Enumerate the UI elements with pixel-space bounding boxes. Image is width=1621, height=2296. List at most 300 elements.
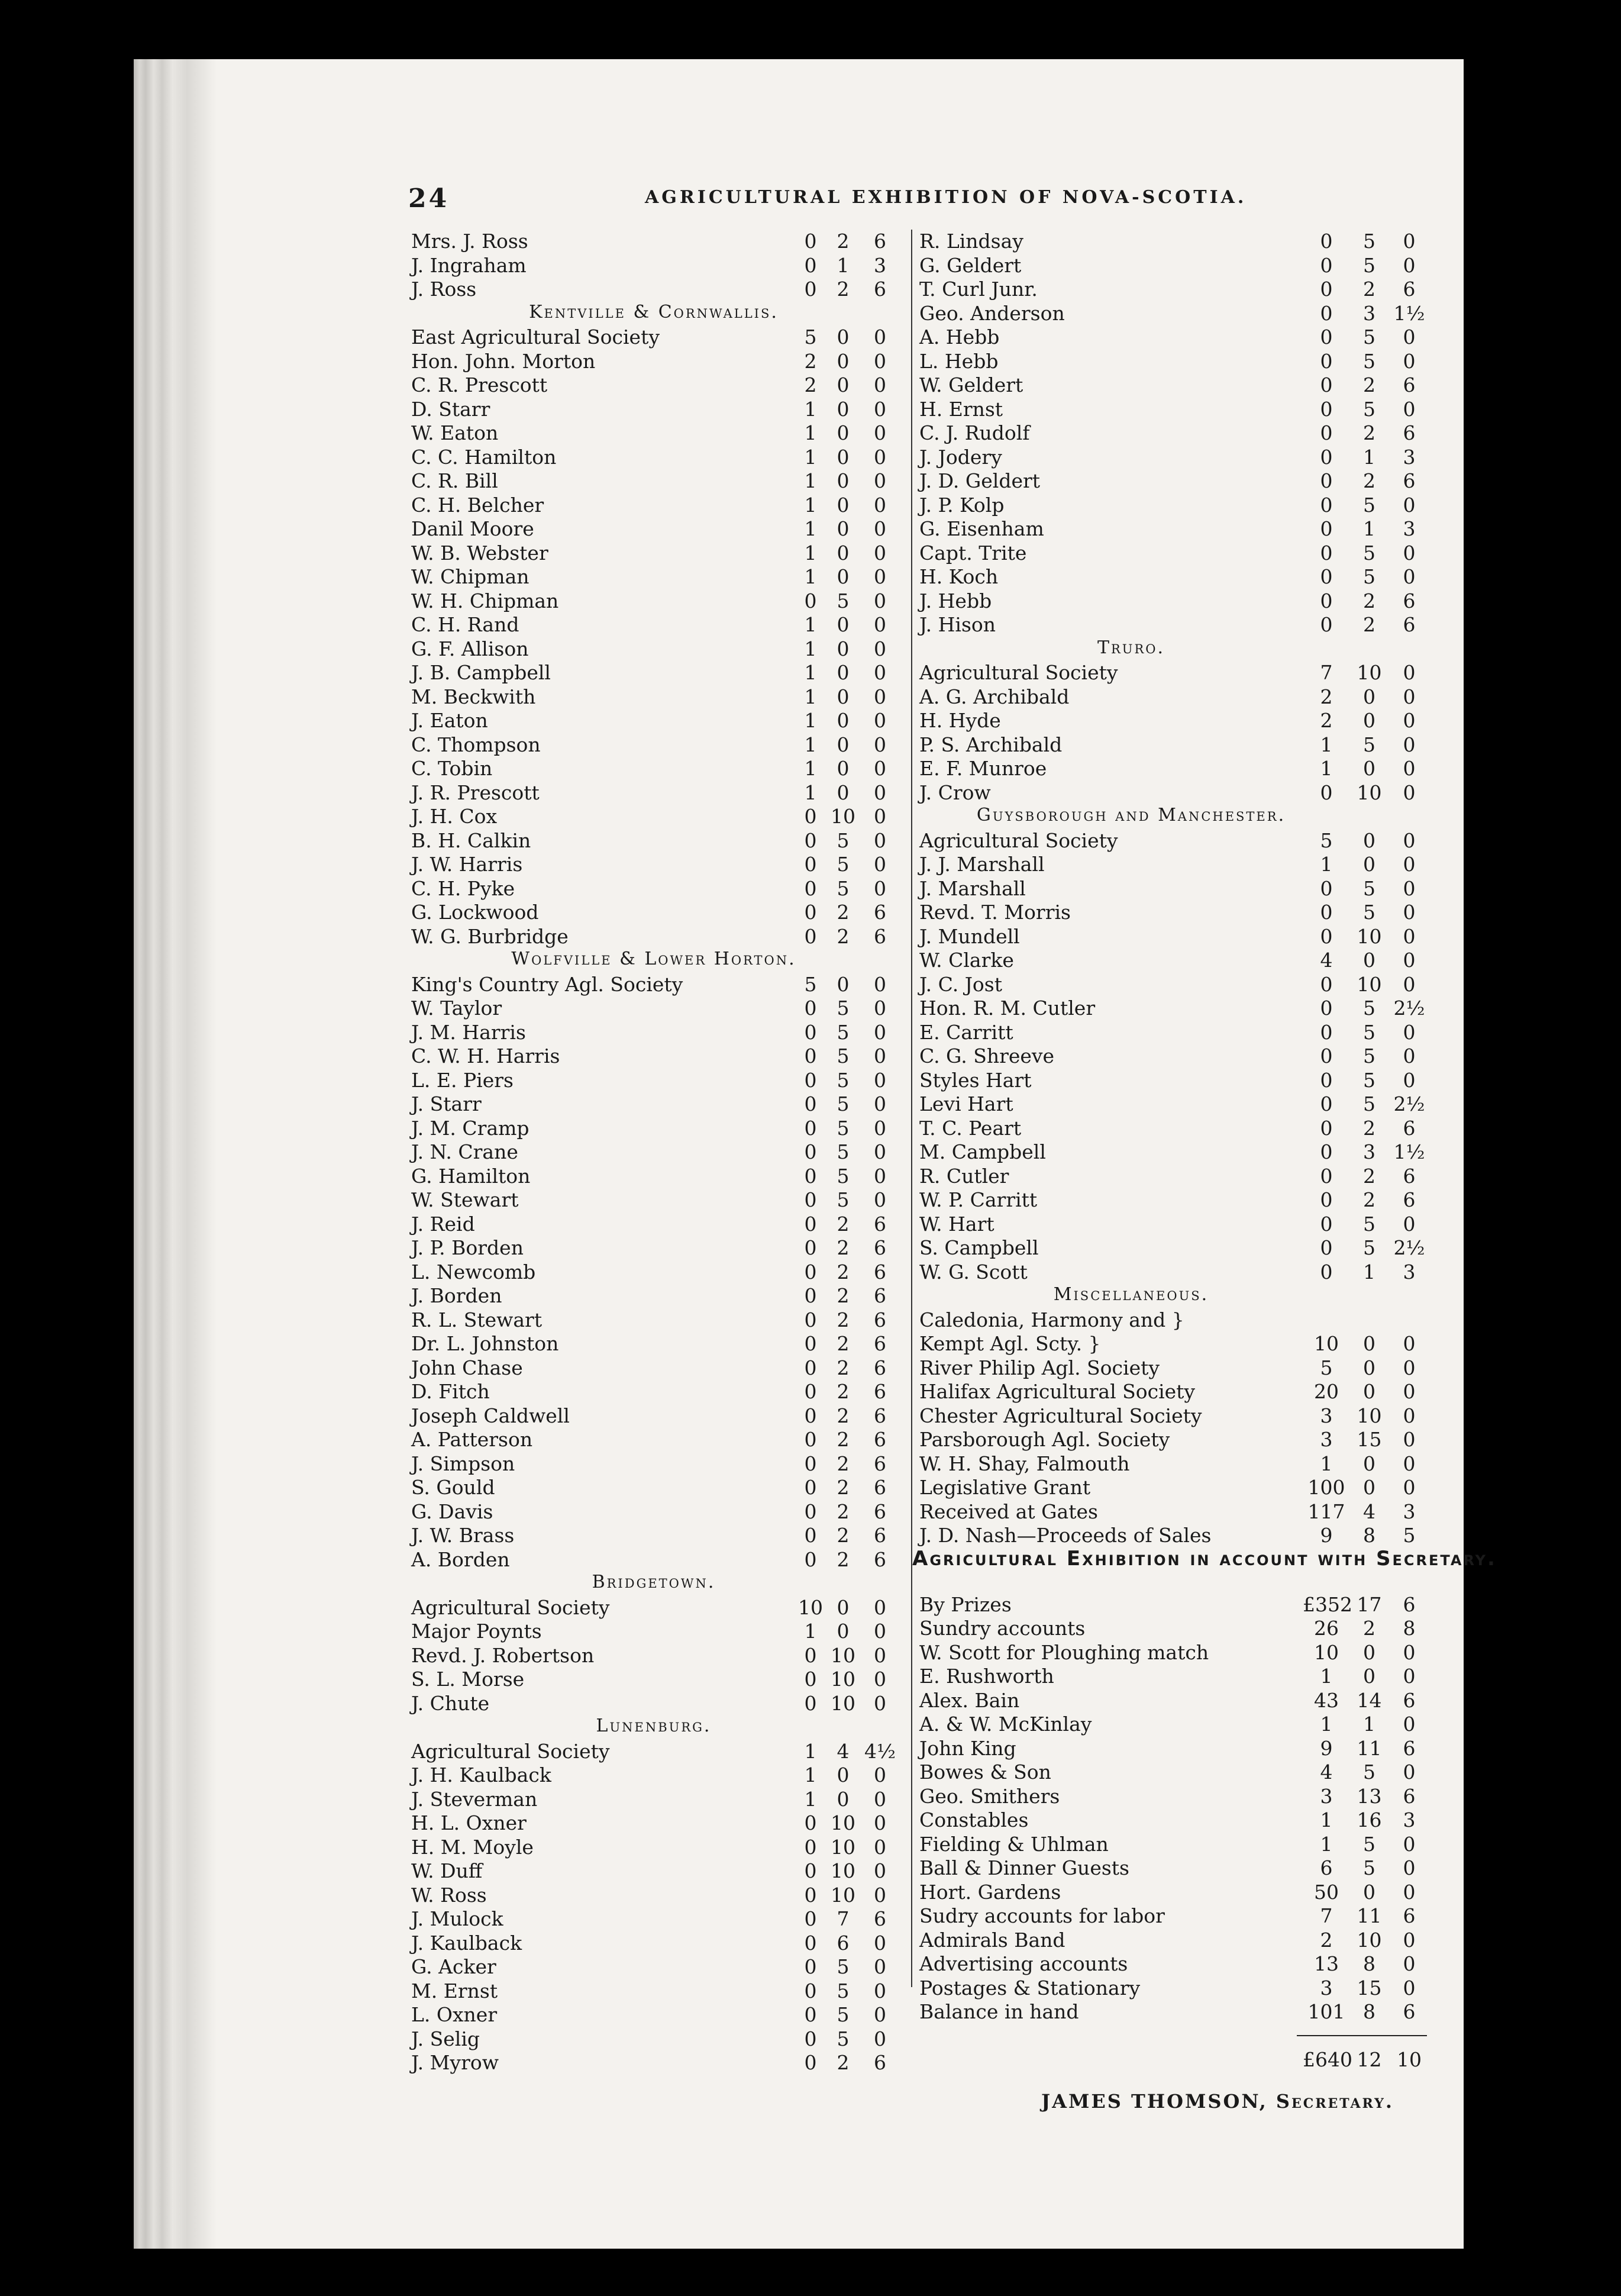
ledger-row: [411, 781, 896, 805]
ledger-row: [411, 517, 896, 541]
amount-shillings: 2: [837, 278, 850, 301]
ledger-row: [912, 1308, 1433, 1333]
ledger-row: [411, 997, 896, 1021]
amount-pounds: 0: [804, 1164, 817, 1188]
amount-shillings: 5: [837, 1116, 850, 1140]
ledger-row: [411, 1548, 896, 1572]
amount-pounds: 0: [1320, 1236, 1333, 1259]
amount-pence: 0: [1403, 1952, 1416, 1975]
ledger-row: [411, 901, 896, 925]
amount-shillings: 5: [1363, 397, 1375, 421]
amount-shillings: 10: [831, 1643, 855, 1667]
ledger-row: [411, 1069, 896, 1093]
ledger-row: [411, 350, 896, 374]
running-title: AGRICULTURAL EXHIBITION OF NOVA-SCOTIA.: [645, 187, 1247, 208]
entry-name: John King: [919, 1736, 1016, 1760]
entry-name: J. P. Borden: [411, 1236, 524, 1259]
entry-name: Revd. T. Morris: [919, 901, 1071, 924]
amount-shillings: 2: [837, 2051, 850, 2074]
ledger-row: [411, 685, 896, 710]
amount-shillings: 0: [1363, 1332, 1375, 1355]
amount-pounds: 0: [1320, 589, 1333, 612]
amount-pence: 6: [874, 1308, 886, 1331]
amount-shillings: 0: [837, 517, 850, 540]
amount-pence: 0: [1403, 1020, 1416, 1044]
amount-shillings: 10: [1357, 781, 1382, 804]
amount-pence: 6: [874, 1332, 886, 1355]
amount-shillings: 0: [837, 733, 850, 756]
section-heading: Wolfville & Lower Horton.: [511, 949, 796, 969]
amount-shillings: 0: [1363, 828, 1375, 852]
amount-pounds: 0: [804, 805, 817, 828]
amount-pounds: 1: [804, 685, 817, 708]
amount-shillings: 5: [837, 2027, 850, 2050]
amount-pence: 0: [1403, 349, 1416, 373]
ledger-row: [912, 1713, 1433, 1737]
entry-name: C. H. Pyke: [411, 876, 515, 900]
ledger-row: [411, 278, 896, 302]
amount-shillings: 2: [1363, 1617, 1375, 1640]
amount-shillings: 0: [837, 373, 850, 396]
amount-shillings: 1: [1363, 517, 1375, 540]
ledger-row: [912, 1665, 1433, 1689]
amount-pence: 0: [874, 1020, 886, 1044]
amount-pounds: 0: [1320, 253, 1333, 277]
entry-name: C. G. Shreeve: [919, 1044, 1055, 1068]
ledger-row: [411, 1644, 896, 1668]
amount-shillings: 5: [837, 1955, 850, 1978]
amount-shillings: 0: [1363, 709, 1375, 732]
ledger-row: [912, 661, 1433, 685]
entry-name: W. H. Shay, Falmouth: [919, 1452, 1130, 1475]
ledger-row: [411, 398, 896, 422]
amount-pence: 6: [1403, 278, 1416, 301]
ledger-row: [912, 1808, 1433, 1833]
entry-name: C. R. Prescott: [411, 373, 548, 396]
amount-pounds: 10: [798, 1595, 823, 1619]
amount-pounds: 2: [1320, 685, 1333, 708]
amount-pounds: 1: [804, 565, 817, 588]
ledger-row: [411, 1117, 896, 1141]
ledger-row: [411, 446, 896, 470]
section-heading: Bridgetown.: [592, 1572, 716, 1592]
ledger-row: [912, 973, 1433, 997]
amount-pence: 6: [1403, 421, 1416, 444]
amount-pounds: 0: [804, 1547, 817, 1571]
amount-pence: 0: [874, 997, 886, 1020]
amount-pounds: 0: [1320, 1116, 1333, 1140]
ledger-row: [411, 925, 896, 949]
amount-shillings: 1: [837, 253, 850, 277]
entry-name: Caledonia, Harmony and }: [919, 1308, 1184, 1331]
entry-name: W. B. Webster: [411, 541, 548, 565]
amount-pounds: 1: [804, 709, 817, 732]
amount-shillings: 2: [1363, 1164, 1375, 1188]
amount-pence: 0: [1403, 1760, 1416, 1784]
ledger-row: [912, 1524, 1433, 1548]
amount-pence: 0: [874, 1668, 886, 1691]
entry-name: W. Clarke: [919, 949, 1014, 972]
amount-pence: 6: [1403, 1592, 1416, 1616]
entry-name: Fielding & Uhlman: [919, 1832, 1109, 1856]
amount-shillings: 0: [837, 637, 850, 660]
entry-name: J. B. Campbell: [411, 661, 551, 684]
signature-name: JAMES THOMSON,: [1041, 2090, 1268, 2113]
amount-shillings: 1: [1363, 1713, 1375, 1736]
amount-shillings: 0: [837, 421, 850, 444]
entry-name: E. F. Munroe: [919, 757, 1047, 780]
amount-pounds: 4: [1320, 1760, 1333, 1784]
amount-pounds: 0: [804, 1044, 817, 1068]
entry-name: J. D. Geldert: [919, 469, 1041, 492]
amount-pounds: 0: [1320, 493, 1333, 517]
amount-shillings: 0: [837, 709, 850, 732]
amount-pence: 0: [874, 1691, 886, 1715]
amount-pence: 0: [1403, 565, 1416, 588]
amount-pounds: 0: [804, 1955, 817, 1978]
entry-name: Agricultural Society: [919, 661, 1118, 684]
ledger-row: [411, 1452, 896, 1476]
amount-pounds: 0: [804, 1236, 817, 1259]
amount-shillings: 2: [837, 1500, 850, 1523]
amount-shillings: 0: [837, 757, 850, 780]
entry-name: J. C. Jost: [919, 972, 1002, 996]
ledger-row: [912, 1856, 1433, 1881]
ledger-row: [411, 757, 896, 781]
ledger-row: [912, 2048, 1433, 2072]
amount-pounds: 0: [804, 1907, 817, 1930]
entry-name: L. E. Piers: [411, 1068, 514, 1092]
amount-pence: 6: [1403, 1688, 1416, 1712]
entry-name: S. L. Morse: [411, 1668, 525, 1691]
amount-pence: 6: [874, 230, 886, 253]
ledger-row: [912, 901, 1433, 925]
amount-shillings: 0: [837, 493, 850, 517]
ledger-row: [411, 1692, 896, 1716]
amount-pounds: 1: [804, 1620, 817, 1643]
amount-pence: 6: [874, 1212, 886, 1236]
amount-shillings: 10: [831, 1811, 855, 1834]
entry-name: J. M. Cramp: [411, 1116, 529, 1140]
amount-pounds: 0: [1320, 565, 1333, 588]
amount-pounds: 0: [804, 853, 817, 876]
amount-pounds: 10: [1314, 1332, 1339, 1355]
entry-name: T. C. Peart: [919, 1116, 1022, 1140]
amount-pounds: 3: [1320, 1784, 1333, 1808]
ledger-row: [912, 254, 1433, 278]
amount-shillings: 2: [1363, 589, 1375, 612]
amount-shillings: 5: [1363, 230, 1375, 253]
entry-name: E. Rushworth: [919, 1665, 1054, 1688]
entry-name: J. Ross: [411, 278, 477, 301]
amount-pence: 0: [874, 469, 886, 492]
amount-pounds: 0: [804, 924, 817, 948]
amount-shillings: 4: [837, 1739, 850, 1763]
entry-name: J. Starr: [411, 1092, 482, 1115]
amount-shillings: 3: [1363, 301, 1375, 325]
amount-pence: 6: [1403, 1188, 1416, 1211]
ledger-row: [411, 661, 896, 685]
rule-line: [1297, 2035, 1427, 2036]
amount-shillings: 0: [837, 1595, 850, 1619]
amount-pence: 0: [1403, 1380, 1416, 1403]
amount-pounds: 0: [804, 1212, 817, 1236]
amount-pence: 3: [1403, 1260, 1416, 1284]
amount-pence: 0: [874, 1068, 886, 1092]
entry-name: J. Myrow: [411, 2051, 499, 2074]
amount-pounds: 0: [804, 230, 817, 253]
amount-pence: 0: [1403, 1068, 1416, 1092]
entry-name: Postages & Stationary: [919, 1976, 1141, 2000]
amount-pounds: 13: [1314, 1952, 1339, 1975]
amount-pounds: 1: [804, 541, 817, 565]
amount-pence: 0: [874, 1044, 886, 1068]
ledger-row: [912, 1617, 1433, 1641]
amount-shillings: 5: [1363, 1068, 1375, 1092]
amount-pounds: 1: [804, 613, 817, 636]
entry-name: G. Hamilton: [411, 1164, 531, 1188]
amount-pounds: 0: [804, 2051, 817, 2074]
entry-name: Danil Moore: [411, 517, 534, 540]
amount-pence: 6: [874, 2051, 886, 2074]
amount-pounds: 2: [1320, 709, 1333, 732]
amount-pounds: 0: [804, 1931, 817, 1955]
amount-pence: 0: [874, 637, 886, 660]
amount-pounds: 1: [804, 445, 817, 469]
amount-pounds: 3: [1320, 1428, 1333, 1451]
amount-shillings: 13: [1357, 1784, 1382, 1808]
entry-name: J. M. Harris: [411, 1020, 526, 1044]
amount-pence: 0: [874, 1931, 886, 1955]
amount-pence: 0: [1403, 230, 1416, 253]
amount-shillings: 5: [1363, 1236, 1375, 1259]
amount-pence: 0: [1403, 325, 1416, 349]
amount-pence: 0: [874, 685, 886, 708]
amount-shillings: 5: [1363, 1092, 1375, 1115]
amount-pence: 0: [1403, 253, 1416, 277]
amount-pence: 6: [1403, 1116, 1416, 1140]
amount-pounds: 1: [804, 781, 817, 804]
amount-shillings: 0: [1363, 1452, 1375, 1475]
entry-name: H. L. Oxner: [411, 1811, 527, 1834]
amount-pounds: 1: [1320, 1713, 1333, 1736]
amount-shillings: 2: [1363, 469, 1375, 492]
ledger-row: [912, 1976, 1433, 2001]
entry-name: Agricultural Society: [411, 1595, 610, 1619]
amount-shillings: 2: [837, 1332, 850, 1355]
amount-pounds: 0: [804, 1356, 817, 1379]
amount-pounds: 0: [1320, 1092, 1333, 1115]
entry-name: A. Patterson: [411, 1428, 533, 1451]
amount-pence: 0: [874, 541, 886, 565]
amount-pence: 0: [1403, 1976, 1416, 2000]
ledger-row: [912, 350, 1433, 374]
amount-shillings: 1: [1363, 1260, 1375, 1284]
ledger-row: [912, 1833, 1433, 1857]
amount-pence: 0: [874, 1763, 886, 1787]
amount-pounds: 0: [804, 1859, 817, 1882]
entry-name: By Prizes: [919, 1592, 1012, 1616]
amount-pounds: 20: [1314, 1380, 1339, 1403]
entry-name: L. Oxner: [411, 2003, 498, 2026]
entry-name: D. Fitch: [411, 1380, 490, 1403]
amount-pounds: 0: [804, 997, 817, 1020]
amount-shillings: 14: [1357, 1688, 1382, 1712]
amount-pence: 0: [1403, 1928, 1416, 1952]
entry-name: J. Borden: [411, 1284, 502, 1307]
entry-name: Joseph Caldwell: [411, 1404, 570, 1427]
ledger-row: [411, 1979, 896, 2004]
amount-pounds: 1: [804, 1787, 817, 1811]
amount-shillings: 5: [1363, 1020, 1375, 1044]
amount-shillings: 10: [1357, 661, 1382, 684]
amount-pence: 4½: [864, 1739, 896, 1763]
entry-name: W. G. Scott: [919, 1260, 1028, 1284]
amount-shillings: 11: [1357, 1904, 1382, 1927]
amount-pence: 0: [874, 1092, 886, 1115]
ledger-row: [912, 709, 1433, 733]
ledger-row: [411, 1236, 896, 1260]
entry-name: S. Gould: [411, 1476, 495, 1499]
amount-pence: 0: [1403, 1665, 1416, 1688]
amount-pence: 3: [874, 253, 886, 277]
ledger-row: [411, 1788, 896, 1812]
entry-name: D. Starr: [411, 397, 490, 421]
amount-shillings: 5: [1363, 1044, 1375, 1068]
amount-pounds: 7: [1320, 661, 1333, 684]
amount-pounds: 101: [1307, 2000, 1345, 2023]
amount-shillings: 10: [831, 1668, 855, 1691]
signature-title: Secretary.: [1276, 2090, 1394, 2113]
amount-pounds: 5: [804, 972, 817, 996]
ledger-row: [912, 949, 1433, 973]
amount-pounds: 1: [1320, 1665, 1333, 1688]
amount-shillings: 2: [837, 230, 850, 253]
amount-pounds: 0: [804, 1140, 817, 1163]
amount-pounds: 1: [804, 517, 817, 540]
ledger-row: [912, 2000, 1433, 2024]
amount-pence: 0: [874, 1859, 886, 1882]
entry-name: J. N. Crane: [411, 1140, 518, 1163]
amount-pounds: 1: [804, 661, 817, 684]
amount-pence: 0: [874, 1140, 886, 1163]
amount-pence: 6: [874, 901, 886, 924]
amount-pounds: 0: [1320, 1044, 1333, 1068]
amount-shillings: 15: [1357, 1976, 1382, 2000]
amount-pounds: 1: [804, 757, 817, 780]
ledger-row: [411, 1021, 896, 1045]
entry-name: W. Duff: [411, 1859, 483, 1882]
ledger-row: [411, 1931, 896, 1956]
ledger-row: [411, 421, 896, 446]
ledger-row: [411, 1140, 896, 1165]
amount-shillings: 2: [1363, 373, 1375, 396]
amount-pounds: 6: [1320, 1856, 1333, 1879]
amount-pence: 0: [874, 1955, 886, 1978]
amount-pounds: 43: [1314, 1688, 1339, 1712]
ledger-row: [411, 2051, 896, 2075]
amount-pence: 6: [874, 1476, 886, 1499]
amount-pounds: 0: [1320, 517, 1333, 540]
amount-pence: 0: [874, 1835, 886, 1859]
entry-name: Styles Hart: [919, 1068, 1032, 1092]
ledger-row: [411, 1596, 896, 1620]
amount-shillings: 2: [837, 924, 850, 948]
section-heading: Lunenburg.: [596, 1715, 712, 1736]
amount-pounds: 2: [804, 349, 817, 373]
amount-pounds: 0: [804, 876, 817, 900]
amount-pence: 6: [1403, 1164, 1416, 1188]
amount-shillings: 8: [1363, 1952, 1375, 1975]
amount-shillings: 10: [1357, 1928, 1382, 1952]
amount-pence: 6: [1403, 589, 1416, 612]
amount-pounds: 0: [1320, 1020, 1333, 1044]
ledger-row: [912, 541, 1433, 566]
entry-name: R. L. Stewart: [411, 1308, 543, 1331]
amount-pence: 0: [874, 1116, 886, 1140]
entry-name: L. Hebb: [919, 349, 999, 373]
amount-pounds: 0: [1320, 469, 1333, 492]
amount-pence: 0: [1403, 1404, 1416, 1427]
amount-shillings: 2: [837, 1452, 850, 1475]
ledger-row: [411, 877, 896, 901]
amount-shillings: 0: [837, 1763, 850, 1787]
amount-pounds: 0: [804, 1476, 817, 1499]
ledger-row: [912, 565, 1433, 589]
amount-pence: 0: [1403, 661, 1416, 684]
amount-shillings: 10: [831, 1883, 855, 1907]
entry-name: J. Hison: [919, 613, 996, 636]
amount-pence: 0: [874, 661, 886, 684]
ledger-row: [912, 997, 1433, 1021]
ledger-row: [912, 877, 1433, 901]
amount-pounds: 0: [804, 278, 817, 301]
entry-name: J. H. Kaulback: [411, 1763, 551, 1787]
entry-name: Advertising accounts: [919, 1952, 1128, 1975]
entry-name: G. Lockwood: [411, 901, 539, 924]
amount-pence: 6: [874, 1260, 886, 1284]
signature: [1041, 2090, 1394, 2113]
amount-pounds: 0: [804, 2027, 817, 2050]
amount-shillings: 5: [837, 1164, 850, 1188]
entry-name: C. J. Rudolf: [919, 421, 1030, 444]
amount-pounds: 1: [804, 1739, 817, 1763]
amount-pence: 0: [874, 1787, 886, 1811]
amount-shillings: 2: [837, 1476, 850, 1499]
amount-pence: 6: [874, 1284, 886, 1307]
ledger-row: [411, 637, 896, 662]
ledger-row: [912, 1380, 1433, 1404]
amount-shillings: 2: [837, 1404, 850, 1427]
entry-name: A. Hebb: [919, 325, 1000, 349]
amount-pounds: 0: [804, 1668, 817, 1691]
amount-pounds: 0: [804, 1188, 817, 1211]
page-header: [408, 183, 1449, 213]
amount-pounds: 0: [804, 2003, 817, 2026]
ledger-row: [411, 230, 896, 254]
entry-name: River Philip Agl. Society: [919, 1356, 1160, 1379]
amount-shillings: 5: [837, 1140, 850, 1163]
amount-pence: 0: [1403, 781, 1416, 804]
entry-name: W. H. Chipman: [411, 589, 559, 612]
entry-name: Halifax Agricultural Society: [919, 1380, 1196, 1403]
entry-name: J. Jodery: [919, 445, 1002, 469]
entry-name: King's Country Agl. Society: [411, 972, 683, 996]
amount-pence: 6: [874, 1236, 886, 1259]
account-heading: Agricultural Exhibition in account with Secretary.: [912, 1546, 1497, 1571]
amount-pounds: 5: [1320, 1356, 1333, 1379]
amount-pence: 0: [874, 613, 886, 636]
